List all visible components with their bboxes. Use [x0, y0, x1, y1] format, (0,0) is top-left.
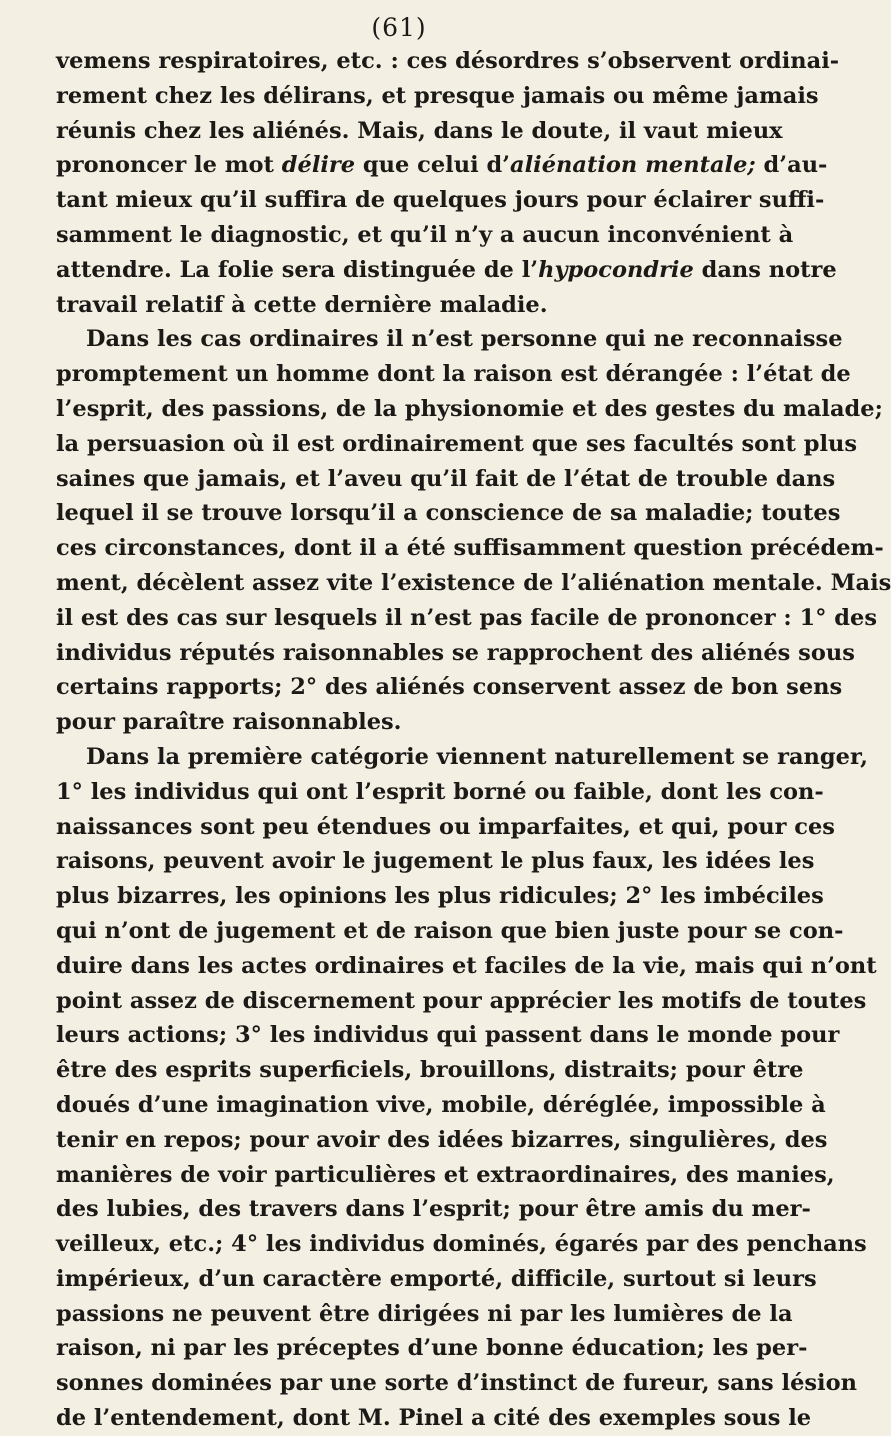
text-line [56, 601, 877, 636]
text-line [56, 1331, 808, 1366]
italic-term: aliénation mentale; [510, 152, 756, 179]
text-run: la persuasion où il est ordinairement que ses facultés sont plus [56, 430, 858, 457]
text-line [56, 44, 840, 79]
text-run: Dans les cas ordinaires il n’est personne qui ne reconnaisse [86, 326, 843, 353]
text-run: samment le diagnostic, et qu’il n’y a aucun inconvénient à [56, 221, 794, 248]
text-run: tant mieux qu’il suffira de quelques jours pour éclairer suffi- [56, 187, 825, 214]
text-run: Dans la première catégorie viennent naturellement se ranger, [86, 743, 868, 770]
text-run: individus réputés raisonnables se rapprochent des aliénés sous [56, 639, 855, 666]
text-run: être des esprits superficiels, brouillons, distraits; pour être [56, 1057, 804, 1084]
text-line [56, 636, 855, 671]
text-line [56, 1123, 828, 1158]
text-run: d’au- [755, 152, 828, 179]
text-line [56, 183, 825, 218]
text-line [56, 670, 843, 705]
text-line [56, 1053, 804, 1088]
text-line [56, 775, 824, 810]
text-run: point assez de discernement pour apprécier les motifs de toutes [56, 987, 867, 1014]
page-number: (61) [371, 13, 427, 42]
text-line [56, 427, 858, 462]
text-line [56, 1088, 826, 1123]
text-line [56, 1158, 835, 1193]
text-run: des lubies, des travers dans l’esprit; pour être amis du mer- [56, 1196, 811, 1223]
text-run: de l’entendement, dont M. Pinel a cité des exemples sous le [56, 1405, 812, 1432]
text-line [56, 496, 841, 531]
text-line [56, 844, 815, 879]
text-run: raison, ni par les préceptes d’une bonne éducation; les per- [56, 1335, 808, 1362]
text-line [56, 392, 883, 427]
text-run: travail relatif à cette dernière maladie. [56, 291, 548, 318]
body-text [56, 44, 891, 1436]
text-line [56, 1227, 867, 1262]
text-line [56, 79, 819, 114]
text-run: leurs actions; 3° les individus qui passent dans le monde pour [56, 1022, 840, 1049]
text-line [56, 1366, 857, 1401]
text-line [56, 810, 835, 845]
text-run: ment, décèlent assez vite l’existence de l’aliénation mentale. Mais [56, 569, 891, 596]
text-run: promptement un homme dont la raison est dérangée : l’état de [56, 361, 851, 388]
text-run: passions ne peuvent être dirigées ni par les lumières de la [56, 1300, 793, 1327]
text-line [56, 253, 837, 288]
text-line [56, 462, 836, 497]
text-line [56, 879, 824, 914]
text-line [56, 357, 851, 392]
text-line [56, 114, 783, 149]
text-run: attendre. La folie sera distinguée de l’ [56, 256, 539, 283]
text-run: dans notre [693, 256, 837, 283]
text-line [56, 148, 828, 183]
text-line [56, 914, 844, 949]
text-line [56, 566, 891, 601]
text-run: duire dans les actes ordinaires et faciles de la vie, mais qui n’ont [56, 952, 877, 979]
text-line [56, 531, 884, 566]
text-run: plus bizarres, les opinions les plus ridicules; 2° les imbéciles [56, 883, 824, 910]
text-run: que celui d’ [355, 152, 511, 179]
text-run: qui n’ont de jugement et de raison que bien juste pour se con- [56, 917, 844, 944]
text-line [56, 1018, 840, 1053]
text-run: l’esprit, des passions, de la physionomie et des gestes du malade; [56, 395, 883, 422]
text-run: réunis chez les aliénés. Mais, dans le doute, il vaut mieux [56, 117, 783, 144]
text-run: saines que jamais, et l’aveu qu’il fait de l’état de trouble dans [56, 465, 836, 492]
text-line [56, 1297, 793, 1332]
text-run: il est des cas sur lesquels il n’est pas facile de prononcer : 1° des [56, 604, 877, 631]
text-line [56, 740, 868, 775]
text-line [56, 288, 742, 323]
italic-term: hypocondrie [538, 256, 694, 283]
text-run: certains rapports; 2° des aliénés conservent assez de bon sens [56, 674, 843, 701]
text-run: pour paraître raisonnables. [56, 709, 402, 736]
text-line [56, 705, 742, 740]
text-run: doués d’une imagination vive, mobile, déréglée, impossible à [56, 1091, 826, 1118]
text-run: raisons, peuvent avoir le jugement le plus faux, les idées les [56, 848, 815, 875]
text-run: veilleux, etc.; 4° les individus dominés, égarés par des penchans [56, 1231, 867, 1258]
text-run: vemens respiratoires, etc. : ces désordres s’observent ordinai- [56, 48, 840, 74]
text-run: tenir en repos; pour avoir des idées bizarres, singulières, des [56, 1126, 828, 1153]
text-line [56, 218, 794, 253]
text-run: naissances sont peu étendues ou imparfaites, et qui, pour ces [56, 813, 835, 840]
text-line [56, 1401, 812, 1436]
text-run: 1° les individus qui ont l’esprit borné ou faible, dont les con- [56, 778, 824, 805]
text-run: prononcer le mot [56, 152, 282, 179]
text-line [56, 949, 877, 984]
text-line [56, 1192, 811, 1227]
text-run: sonnes dominées par une sorte d’instinct de fureur, sans lésion [56, 1370, 857, 1397]
text-run: manières de voir particulières et extraordinaires, des manies, [56, 1161, 835, 1188]
text-run: impérieux, d’un caractère emporté, difficile, surtout si leurs [56, 1265, 817, 1292]
text-run: lequel il se trouve lorsqu’il a conscience de sa maladie; toutes [56, 500, 841, 527]
text-run: rement chez les délirans, et presque jamais ou même jamais [56, 82, 819, 109]
text-run: ces circonstances, dont il a été suffisamment question précédem- [56, 535, 884, 562]
text-line [56, 322, 843, 357]
text-line [56, 984, 867, 1019]
italic-term: délire [281, 152, 356, 179]
text-line [56, 1262, 817, 1297]
